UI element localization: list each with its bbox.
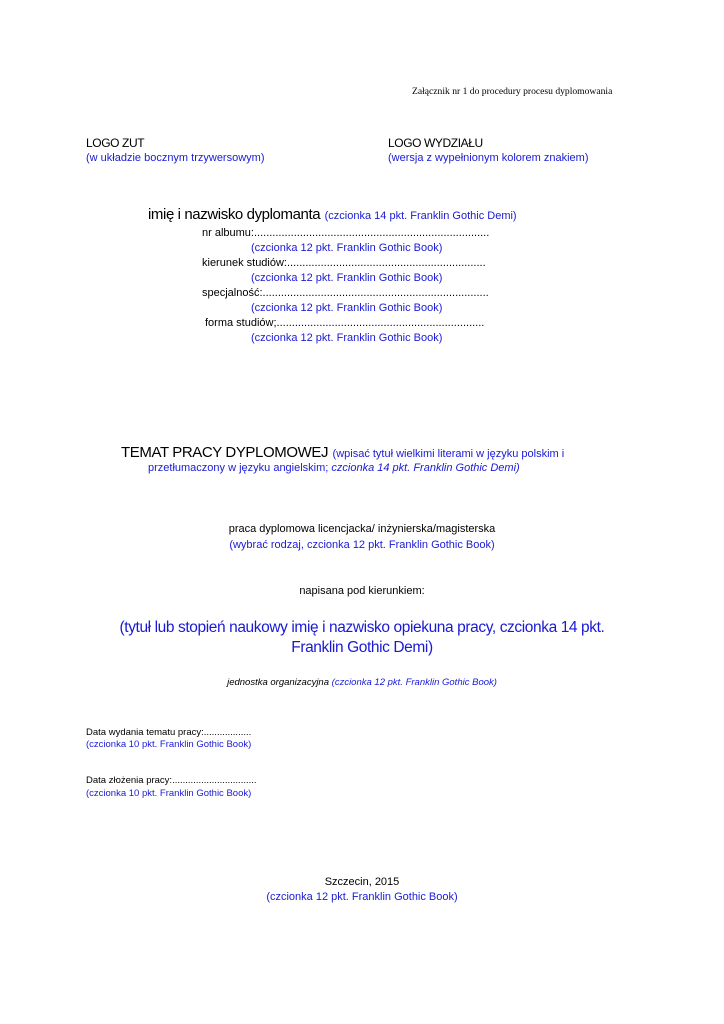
- issue-date-label: Data wydania tematu pracy:..................: [86, 727, 252, 738]
- album-number-note: (czcionka 12 pkt. Franklin Gothic Book): [251, 242, 443, 254]
- student-name-label: imię i nazwisko dyplomanta: [148, 206, 321, 223]
- thesis-topic-note-part-b: czcionka 14 pkt. Franklin Gothic Demi): [331, 462, 520, 474]
- supervisor-line1: (tytuł lub stopień naukowy imię i nazwisko opiekuna pracy, czcionka 14 pkt.: [119, 619, 605, 636]
- submit-date-label: Data złożenia pracy:................................: [86, 775, 257, 786]
- submit-date-note: (czcionka 10 pkt. Franklin Gothic Book): [86, 788, 252, 799]
- place-year-note: (czcionka 12 pkt. Franklin Gothic Book): [266, 891, 458, 903]
- thesis-topic-note-line2: [148, 462, 520, 474]
- specialization-note: (czcionka 12 pkt. Franklin Gothic Book): [251, 302, 443, 314]
- thesis-type-note: (wybrać rodzaj, czcionka 12 pkt. Franklin Gothic Book): [229, 539, 495, 551]
- album-number-label: nr albumu:.............................................................................: [202, 227, 490, 239]
- logo-zut-note: (w układzie bocznym trzywersowym): [86, 152, 265, 164]
- thesis-type-label: praca dyplomowa licencjacka/ inżynierska/magisterska: [228, 523, 496, 535]
- place-year: Szczecin, 2015: [324, 876, 400, 888]
- field-of-study-label: kierunek studiów:.................................................................: [202, 257, 486, 269]
- attachment-note: Załącznik nr 1 do procedury procesu dyplomowania: [412, 86, 613, 97]
- issue-date-note: (czcionka 10 pkt. Franklin Gothic Book): [86, 739, 252, 750]
- organizational-unit: [0, 677, 724, 688]
- study-form-label: forma studiów;....................................................................: [205, 317, 485, 329]
- thesis-topic-line: [121, 444, 564, 462]
- field-of-study-note: (czcionka 12 pkt. Franklin Gothic Book): [251, 272, 443, 284]
- organizational-unit-label: jednostka organizacyjna: [227, 677, 332, 688]
- logo-faculty-note: (wersja z wypełnionym kolorem znakiem): [388, 152, 589, 164]
- thesis-topic-label: TEMAT PRACY DYPLOMOWEJ: [121, 444, 329, 461]
- supervisor-line2: Franklin Gothic Demi): [291, 639, 433, 656]
- supervised-label: napisana pod kierunkiem:: [299, 585, 425, 597]
- specialization-label: specjalność:..........................................................................: [202, 287, 489, 299]
- logo-zut-label: LOGO ZUT: [86, 136, 145, 150]
- thesis-topic-note: (wpisać tytuł wielkimi literami w języku polskim i: [332, 448, 565, 460]
- study-form-note: (czcionka 12 pkt. Franklin Gothic Book): [251, 332, 443, 344]
- organizational-unit-note: (czcionka 12 pkt. Franklin Gothic Book): [331, 677, 497, 688]
- logo-faculty-label: LOGO WYDZIAŁU: [388, 136, 483, 150]
- student-name-note: (czcionka 14 pkt. Franklin Gothic Demi): [324, 210, 517, 222]
- thesis-topic-note-part-a: przetłumaczony w języku angielskim;: [148, 462, 332, 474]
- student-name-line: [148, 206, 517, 224]
